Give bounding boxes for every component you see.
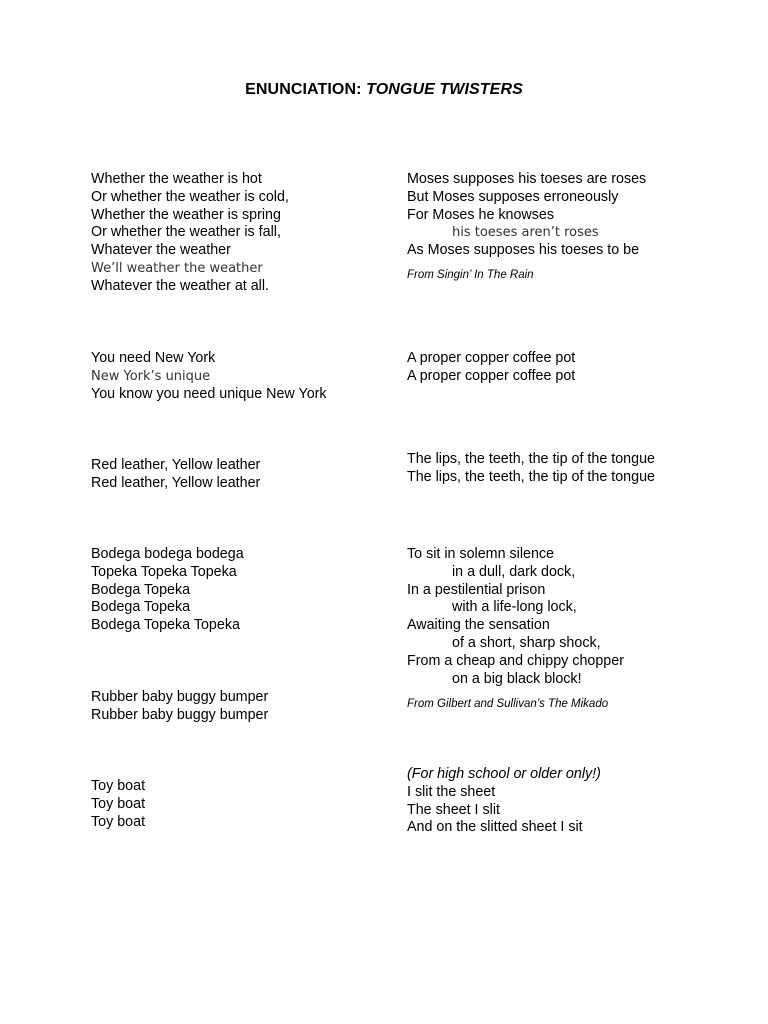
- mikado-twister: [407, 546, 624, 688]
- twister-line: Bodega Topeka: [91, 581, 191, 598]
- twister-line: Moses supposes his toeses are roses: [407, 171, 647, 187]
- twister-line: Or whether the weather is cold,: [91, 188, 289, 205]
- twister-line: But Moses supposes erroneously: [407, 188, 619, 205]
- twister-line: You know you need unique New York: [91, 385, 327, 402]
- twister-line: Whether the weather is spring: [91, 206, 281, 223]
- twister-line: with a life-long lock,: [452, 599, 577, 616]
- twister-line: In a pestilential prison: [407, 581, 546, 598]
- twister-line: Rubber baby buggy bumper: [91, 689, 269, 705]
- twister-line: Toy boat: [91, 813, 146, 830]
- twister-line: Bodega bodega bodega: [91, 546, 244, 562]
- twister-line: Bodega Topeka: [91, 599, 191, 616]
- lips-twister: [407, 451, 655, 487]
- title-main: ENUNCIATION:: [245, 81, 362, 98]
- twister-line: To sit in solemn silence: [407, 546, 555, 562]
- twister-line: I slit the sheet: [407, 783, 496, 800]
- twister-line: You need New York: [91, 350, 216, 366]
- rubber-twister: [91, 689, 268, 725]
- twister-line: Awaiting the sensation: [407, 617, 550, 634]
- twister-line: From a cheap and chippy chopper: [407, 652, 624, 669]
- twister-line: Rubber baby buggy bumper: [91, 706, 269, 723]
- twister-line: Whatever the weather: [91, 242, 231, 259]
- toy-boat-twister: [91, 778, 145, 831]
- title-emphasis: TONGUE TWISTERS: [366, 81, 523, 98]
- weather-twister: [91, 171, 289, 296]
- twister-line: The lips, the teeth, the tip of the tongue: [407, 468, 655, 485]
- twister-line: As Moses supposes his toeses to be: [407, 242, 640, 259]
- twister-line: The lips, the teeth, the tip of the tongue: [407, 451, 655, 467]
- twister-line: Toy boat: [91, 778, 146, 794]
- twister-line: We’ll weather the weather: [91, 260, 263, 276]
- twister-line: of a short, sharp shock,: [452, 634, 601, 651]
- twister-line: The sheet I slit: [407, 801, 500, 818]
- twister-line: And on the slitted sheet I sit: [407, 819, 583, 836]
- twister-line: Red leather, Yellow leather: [91, 474, 261, 491]
- twister-line: his toeses aren’t roses: [452, 225, 599, 241]
- twister-line: on a big black block!: [452, 670, 582, 687]
- coffee-twister: [407, 350, 575, 386]
- page-title: [0, 81, 768, 99]
- twister-line: A proper copper coffee pot: [407, 350, 576, 366]
- twister-line: in a dull, dark dock,: [452, 563, 576, 580]
- twister-line: Topeka Topeka Topeka: [91, 563, 237, 580]
- twister-line: Whether the weather is hot: [91, 171, 262, 187]
- moses-twister: [407, 171, 646, 260]
- twister-line: New York’s unique: [91, 368, 211, 384]
- twister-line: A proper copper coffee pot: [407, 367, 576, 384]
- twister-line: Bodega Topeka Topeka: [91, 617, 240, 634]
- moses-credit: From Singin’ In The Rain: [407, 269, 534, 281]
- twister-line: For Moses he knowses: [407, 206, 554, 223]
- new-york-twister: [91, 350, 327, 403]
- twister-line: Red leather, Yellow leather: [91, 457, 261, 473]
- bodega-twister: [91, 546, 244, 635]
- leather-twister: [91, 457, 260, 493]
- twister-line: Toy boat: [91, 795, 146, 812]
- age-note: (For high school or older only!): [407, 766, 601, 782]
- sheet-twister: [407, 766, 601, 837]
- mikado-credit: From Gilbert and Sullivan’s The Mikado: [407, 698, 609, 710]
- twister-line: Or whether the weather is fall,: [91, 224, 281, 241]
- twister-line: Whatever the weather at all.: [91, 277, 270, 294]
